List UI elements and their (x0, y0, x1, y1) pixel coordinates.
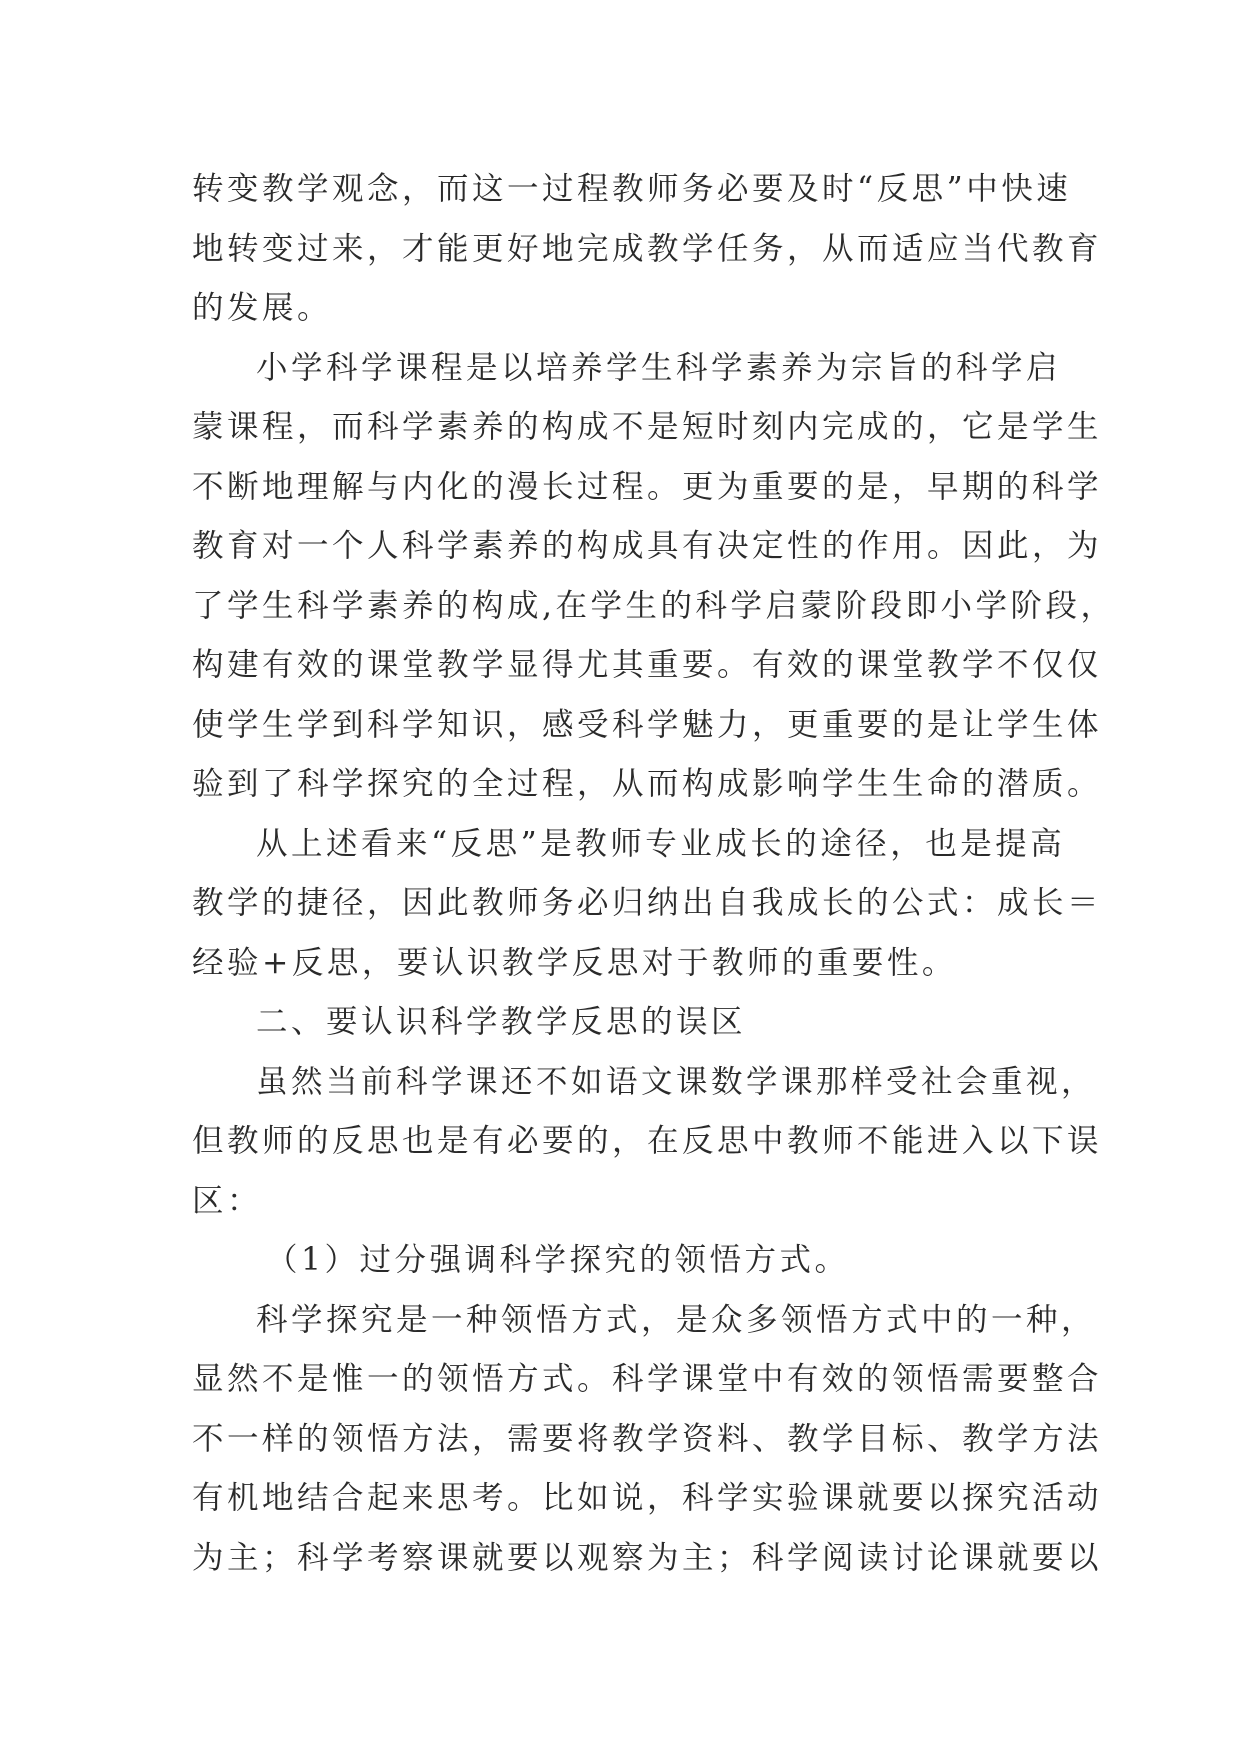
text-line: 了学生科学素养的构成,在学生的科学启蒙阶段即小学阶段， (192, 587, 1116, 624)
text-line: 区： (192, 1182, 263, 1219)
text-line: 但教师的反思也是有必要的，在反思中教师不能进入以下误 (192, 1123, 1103, 1159)
text-line: 验到了科学探究的全过程，从而构成影响学生生命的潜质。 (192, 766, 1103, 802)
text-line: 蒙课程，而科学素养的构成不是短时刻内完成的，它是学生 (192, 409, 1103, 445)
paragraph-start-line: 小学科学课程是以培养学生科学素养为宗旨的科学启 (256, 349, 1062, 386)
text-line: 不断地理解与内化的漫长过程。更为重要的是，早期的科学 (192, 468, 1103, 505)
text-line: 教学的捷径，因此教师务必归纳出自我成长的公式：成长＝ (192, 885, 1103, 921)
text-line: 使学生学到科学知识，感受科学魅力，更重要的是让学生体 (192, 706, 1103, 743)
document-body (192, 160, 1116, 1588)
text-line: 构建有效的课堂教学显得尤其重要。有效的课堂教学不仅仅 (192, 647, 1103, 683)
text-line: 经验+反思，要认识教学反思对于教师的重要性。 (192, 944, 957, 981)
list-item-heading: （1）过分强调科学探究的领悟方式。 (266, 1242, 850, 1278)
text-line: 为主；科学考察课就要以观察为主；科学阅读讨论课就要以 (192, 1539, 1103, 1576)
paragraph-start-line: 从上述看来“反思”是教师专业成长的途径，也是提高 (256, 825, 1066, 862)
text-line: 地转变过来，才能更好地完成教学任务，从而适应当代教育 (192, 230, 1103, 267)
text-line: 转变教学观念，而这一过程教师务必要及时“反思”中快速 (192, 171, 1072, 207)
paragraph-start-line: 科学探究是一种领悟方式，是众多领悟方式中的一种， (256, 1301, 1097, 1338)
text-line: 不一样的领悟方法，需要将教学资料、教学目标、教学方法 (192, 1420, 1103, 1457)
text-line: 的发展。 (192, 290, 333, 326)
text-line: 教育对一个人科学素养的构成具有决定性的作用。因此，为 (192, 528, 1103, 564)
text-line: 有机地结合起来思考。比如说，科学实验课就要以探究活动 (192, 1480, 1103, 1516)
paragraph-start-line: 虽然当前科学课还不如语文课数学课那样受社会重视， (256, 1063, 1097, 1100)
text-line: 显然不是惟一的领悟方式。科学课堂中有效的领悟需要整合 (192, 1361, 1103, 1397)
section-heading: 二、要认识科学教学反思的误区 (256, 1004, 747, 1040)
